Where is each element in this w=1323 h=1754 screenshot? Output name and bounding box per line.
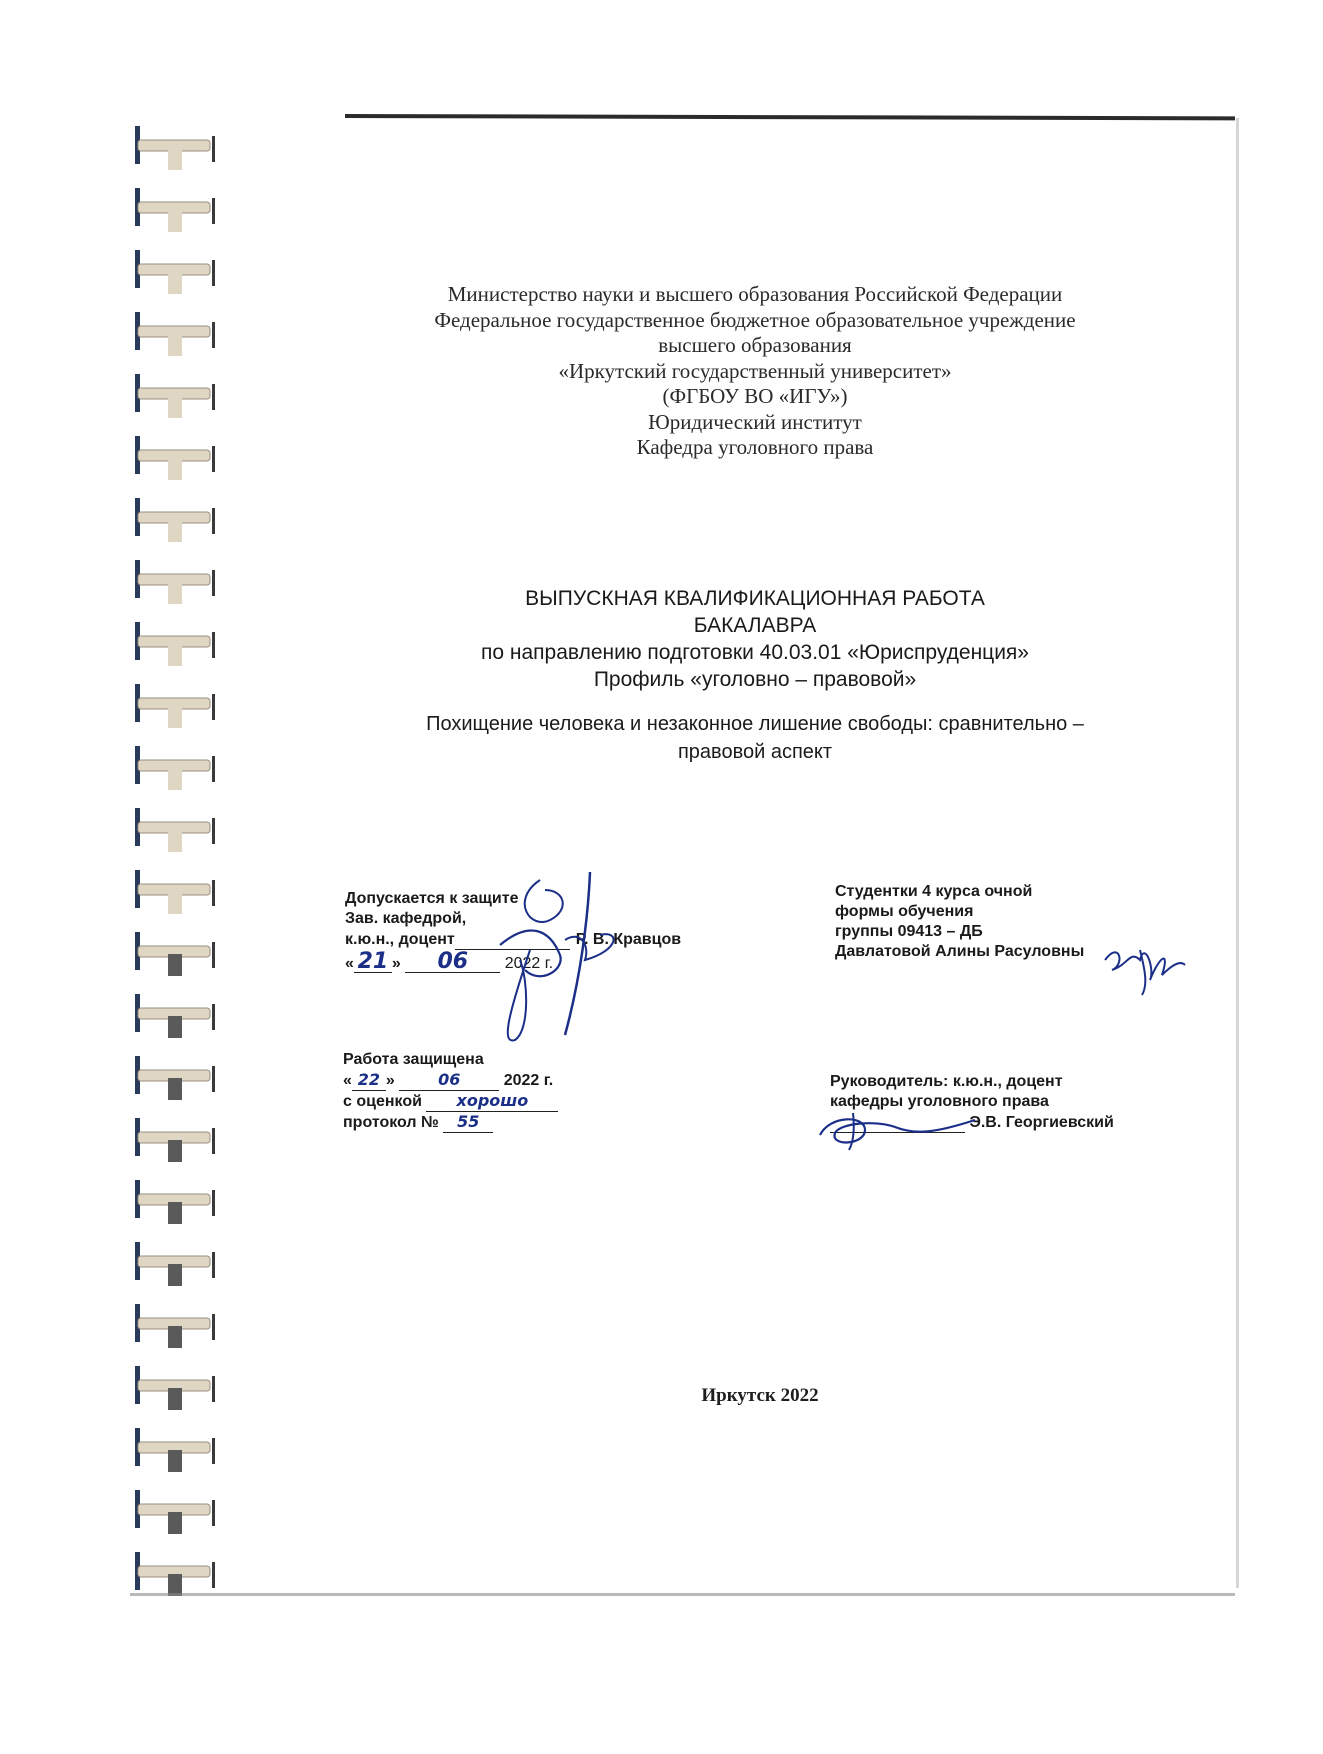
binding-ring [135,994,215,1038]
student-line: группы 09413 – ДБ [835,923,983,940]
admission-line: Зав. кафедрой, [345,910,467,927]
supervisor-block [830,1072,1114,1133]
admission-line: Допускается к защите [345,890,519,907]
defense-protocol [343,1112,558,1133]
binding-ring [135,1366,215,1410]
binding-ring [135,188,215,232]
binding-ring [135,312,215,356]
supervisor-line: кафедры уголовного права [830,1093,1049,1110]
binding-ring [135,1428,215,1472]
signature-student [1100,930,1190,1000]
binding-ring [135,1056,215,1100]
header-line: Юридический институт [648,409,862,434]
title-line: Профиль «уголовно – правовой» [593,668,917,691]
binding-ring [135,684,215,728]
student-block [835,882,1084,962]
spiral-binding [0,0,260,1754]
binding-ring [135,250,215,294]
page-edge-bottom [130,1593,1235,1596]
header-line: «Иркутский государственный университет» [558,358,952,383]
topic-line: правовой аспект [677,741,833,763]
admission-date: « 21 » 06 2022 г. [345,949,554,974]
defense-block [343,1050,558,1133]
student-line: Студентки 4 курса очной [835,883,1033,900]
header-line: Министерство науки и высшего образования Российской Федерации [447,282,1063,306]
binding-ring [135,1304,215,1348]
city-year: Иркутск 2022 [701,1385,819,1406]
grade-label: с оценкой [343,1093,422,1110]
defense-year: 2022 г. [503,1072,554,1089]
protocol-value: 55 [443,1112,493,1133]
title-line: ВЫПУСКНАЯ КВАЛИФИКАЦИОННАЯ РАБОТА [525,587,985,610]
topic-line: Похищение человека и незаконное лишение свободы: сравнительно – [426,713,1084,735]
binding-ring [135,498,215,542]
defense-grade [343,1091,558,1112]
binding-ring [135,436,215,480]
binding-ring [135,1180,215,1224]
title-line: БАКАЛАВРА [693,614,817,637]
supervisor-name: Э.В. Георгиевский [969,1114,1114,1131]
binding-ring [135,746,215,790]
admission-block [345,889,681,974]
binding-ring [135,126,215,170]
binding-ring [135,932,215,976]
institution-header [360,282,1150,461]
admission-position: к.ю.н., доцент [345,931,455,948]
student-name: Давлатовой Алины Расуловны [835,943,1085,960]
binding-ring [135,1552,215,1596]
admission-day: 21 [354,952,392,973]
thesis-title-block [360,585,1150,693]
header-line: высшего образования [658,333,852,357]
supervisor-line: Руководитель: к.ю.н., доцент [830,1073,1063,1090]
grade-value: хорошо [426,1091,558,1112]
header-line: Федеральное государственное бюджетное образовательное учреждение [434,307,1076,332]
binding-ring [135,870,215,914]
header-line: Кафедра уголовного права [636,435,874,459]
header-line: (ФГБОУ ВО «ИГУ») [662,384,848,408]
title-line: по направлению подготовки 40.03.01 «Юриспруденция» [481,641,1029,664]
binding-ring [135,1242,215,1286]
binding-ring [135,374,215,418]
binding-ring [135,622,215,666]
binding-ring [135,1118,215,1162]
head-name: Р. В. Кравцов [575,931,682,948]
page-edge-right [1236,118,1239,1588]
student-line: формы обучения [835,903,974,920]
admission-month: 06 [405,952,500,973]
binding-ring [135,560,215,604]
defense-line: Работа защищена [343,1051,484,1068]
binding-ring [135,808,215,852]
protocol-label: протокол № [343,1114,439,1131]
binding-ring [135,1490,215,1534]
defense-month: 06 [399,1070,499,1091]
supervisor-sign-line [830,1112,1114,1133]
defense-date: « 22 » 06 2022 г. [343,1070,554,1089]
admission-year: 2022 г. [504,955,554,972]
admission-line [345,929,681,950]
page-edge-top [345,114,1235,120]
thesis-topic [360,710,1150,766]
defense-day: 22 [352,1070,386,1091]
